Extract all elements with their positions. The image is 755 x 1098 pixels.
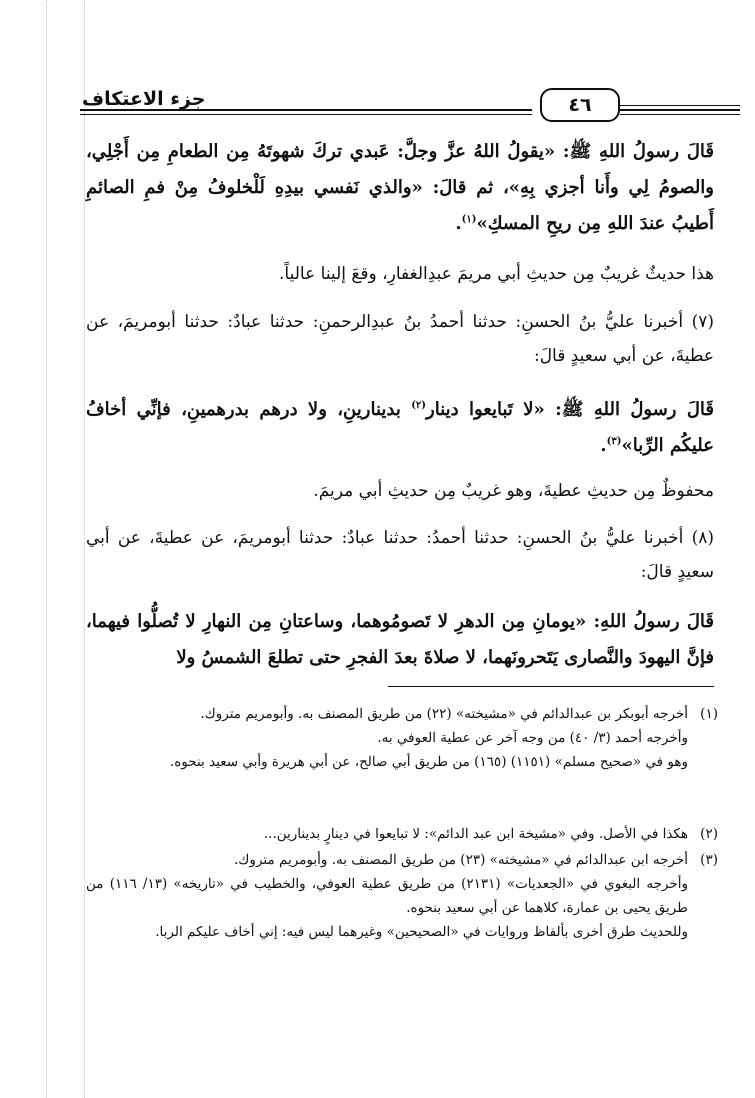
footnote-number: (١) bbox=[700, 706, 718, 722]
header-rule bbox=[80, 109, 532, 111]
hadith-text: قَالَ رسولُ اللهِ: «يومانِ مِن الدهرِ لا تَصومُوهما، وساعتانِ مِن النهارِ لا تُصلُّوا فيهما، فإنَّ اليهودَ والنَّصارى يَتَحرونَهما، لا صلاةَ بعدَ الفجرِ حتى تطلعَ الشمسُ ولا bbox=[86, 611, 714, 668]
hadith-text-body: بدينارينِ، ولا درهم بدرهمينِ، فإنِّي أخافُ عليكُم الرِّبا» bbox=[86, 399, 714, 456]
header-rule bbox=[80, 114, 532, 115]
margin-guide-left bbox=[46, 0, 47, 1098]
header-rule bbox=[620, 114, 740, 115]
footnote-line: أخرجه أبوبكر بن عبدالدائم في «مشيخته» (٢٢) من طريق المصنف به. وأبومريم متروك. bbox=[200, 706, 688, 722]
footnote-divider bbox=[388, 686, 714, 687]
grading-note: محفوظٌ مِن حديثِ عطيةَ، وهو غريبٌ مِن حديثِ أبي مريمَ. bbox=[313, 481, 714, 501]
header-rule bbox=[620, 105, 740, 106]
footnote-ref: (١) bbox=[461, 214, 477, 225]
hadith-text-body: قَالَ رسولُ اللهِ ﷺ: «لا تَبايعوا دينار bbox=[426, 399, 714, 420]
footnote-ref: (٣) bbox=[606, 436, 622, 447]
page-number: ٤٦ bbox=[540, 88, 620, 122]
footnote-ref: (٢) bbox=[411, 400, 427, 411]
footnote-line: أخرجه ابن عبدالدائم في «مشيخته» (٢٣) من طريق المصنف به. وأبومريم متروك. bbox=[234, 852, 688, 868]
hadith-text-body: قَالَ رسولُ اللهِ ﷺ: «يقولُ اللهُ عزَّ وجلَّ: عَبدي تركَ شهوتَهُ مِن الطعامِ مِن أَجْلِي، والصومُ لِي وأَنا أجزي بِهِ»، ثم قالَ: «والذي نَفسي بيدِهِ لَلْخلوفُ مِنْ فمِ الصائمِ أَطيبُ عندَ اللهِ مِن ريحِ المسكِ» bbox=[86, 141, 714, 234]
hadith-text: قَالَ رسولُ اللهِ ﷺ: «يقولُ اللهُ عزَّ وجلَّ: عَبدي تركَ شهوتَهُ مِن الطعامِ مِن أَجْلِي، والصومُ لِي وأَنا أجزي بِهِ»، ثم قالَ: «والذي نَفسي بيدِهِ لَلْخلوفُ مِنْ فمِ الصائمِ أَطيبُ عندَ اللهِ مِن ريحِ المسكِ»$^{(١)}$. bbox=[86, 141, 714, 234]
grading-note: هذا حديثٌ غريبٌ مِن حديثِ أبي مريمَ عبدِالغفارِ، وقعَ إلينا عالياً. bbox=[279, 264, 714, 284]
header-rule bbox=[620, 109, 740, 111]
footnote-line: وللحديث طرق أخرى بألفاظ وروايات في «الصحيحين» وغيرهما ليس فيه: إني أخاف عليكم الربا. bbox=[155, 924, 688, 940]
footnote-number: (٣) bbox=[700, 852, 718, 868]
footnote-line: وأخرجه أحمد (٣/ ٤٠) من وجه آخر عن عطية العوفي به. bbox=[377, 730, 688, 746]
isnad-text: (٨) أخبرنا عليُّ بنُ الحسنِ: حدثنا أحمدُ: حدثنا عبادٌ: حدثنا أبومريمَ، عن عطيةَ، عن أبي سعيدٍ قالَ: bbox=[86, 528, 714, 582]
footnote-number: (٢) bbox=[700, 826, 718, 842]
footnote-line: هكذا في الأصل. وفي «مشيخة ابن عبد الدائم»: لا تبايعوا في دينارٍ بدينارين... bbox=[263, 826, 688, 842]
running-title: جزء الاعتكاف bbox=[82, 88, 206, 110]
margin-guide-inner bbox=[84, 0, 85, 1098]
isnad-text: (٧) أخبرنا عليُّ بنُ الحسنِ: حدثنا أحمدُ بنُ عبدِالرحمنِ: حدثنا عبادٌ: حدثنا أبومريمَ، عن عطيةَ، عن أبي سعيدٍ قالَ: bbox=[86, 312, 714, 366]
footnote-line: وهو في «صحيح مسلم» (١١٥١) (١٦٥) من طريق أبي صالح، عن أبي هريرة وأبي سعيد بنحوه. bbox=[169, 754, 688, 770]
page-header bbox=[80, 84, 740, 124]
footnote bbox=[86, 702, 718, 774]
footnote bbox=[86, 822, 718, 846]
hadith-text: قَالَ رسولُ اللهِ ﷺ: «لا تَبايعوا دينار$^{(٢)}$ بدينارينِ، ولا درهم بدرهمينِ، فإنِّي أخافُ عليكُم الرِّبا»$^{(٣)}$. bbox=[86, 399, 714, 456]
footnote-line: وأخرجه البغوي في «الجعديات» (٢١٣١) من طريق عطية العوفي، والخطيب في «تاريخه» (١٣/ ١١٦) من طريق يحيى بن عمارة، كلاهما عن أبي سعيد بنحوه. bbox=[86, 876, 689, 916]
footnote bbox=[86, 848, 718, 944]
